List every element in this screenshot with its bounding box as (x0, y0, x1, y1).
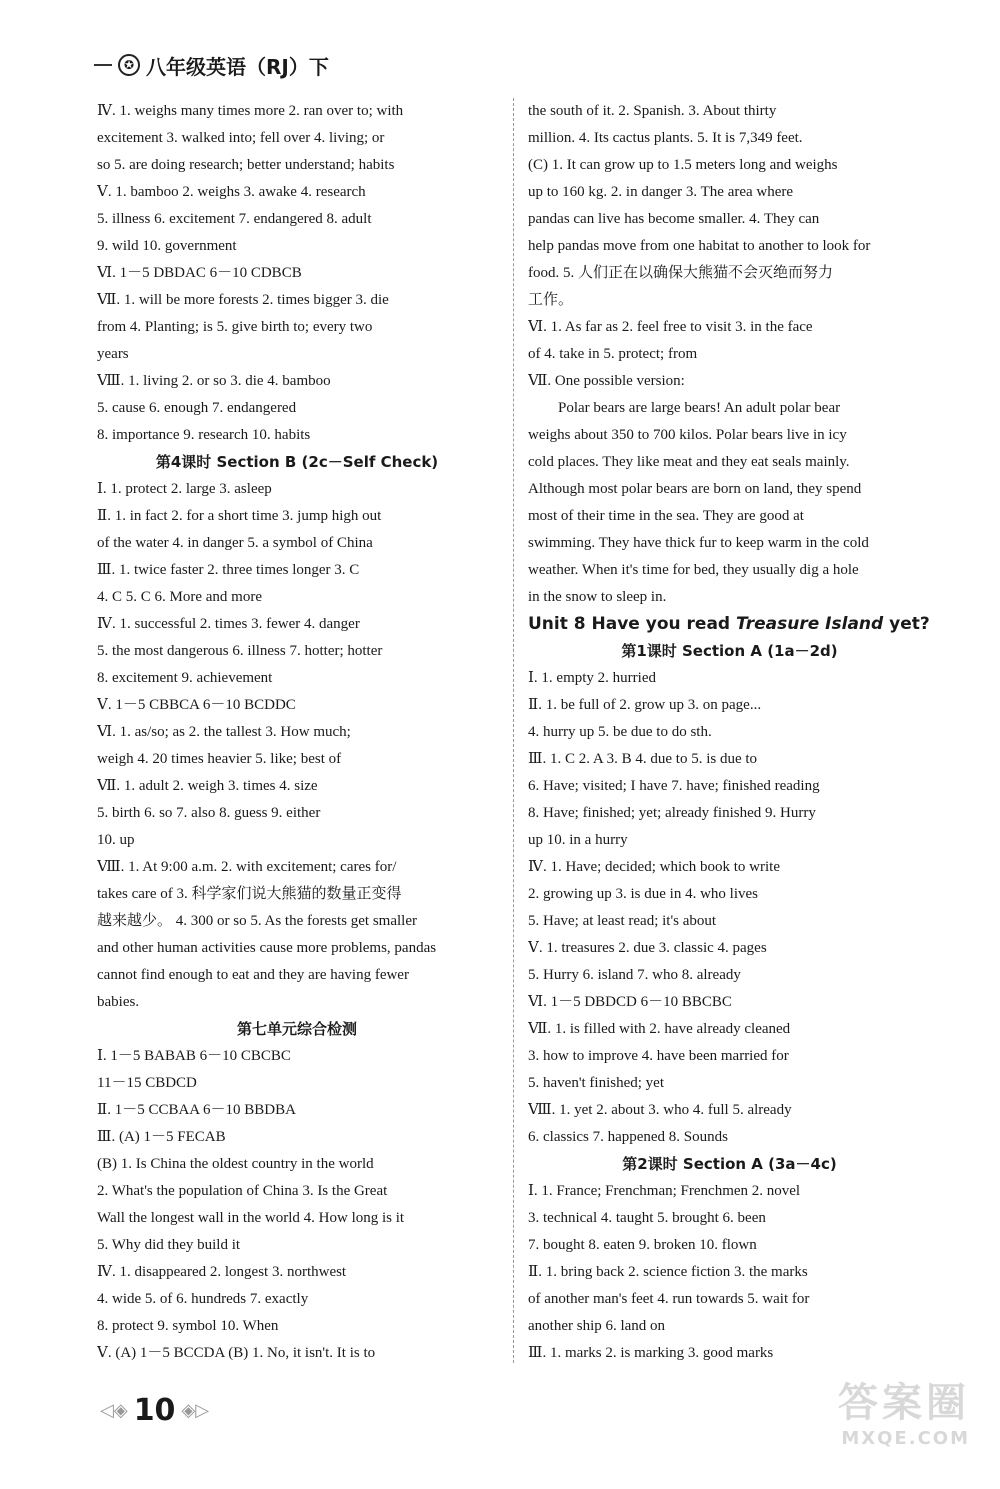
answer-line: 5. Why did they build it (97, 1237, 241, 1253)
answer-line: 8. importance 9. research 10. habits (97, 427, 311, 443)
answer-line: 6. classics 7. happened 8. Sounds (528, 1129, 728, 1145)
answer-line: 5. birth 6. so 7. also 8. guess 9. either (97, 805, 321, 821)
answer-line: Ⅶ. 1. will be more forests 2. times bigger 3. die (97, 292, 389, 308)
answer-line: Ⅴ. 1－5 CBBCA 6－10 BCDDC (97, 697, 296, 713)
answer-line: Ⅲ. 1. twice faster 2. three times longer 3. C (97, 562, 360, 578)
answer-line: Ⅲ. (A) 1－5 FECAB (97, 1129, 226, 1145)
answer-line: Ⅵ. 1. As far as 2. feel free to visit 3. in the face (528, 319, 813, 335)
answer-line: in the snow to sleep in. (528, 589, 667, 605)
answer-line: Ⅴ. (A) 1－5 BCCDA (B) 1. No, it isn't. It is to (97, 1345, 376, 1361)
answer-line: 5. Have; at least read; it's about (528, 913, 717, 929)
answer-line: 7. bought 8. eaten 9. broken 10. flown (528, 1237, 757, 1253)
answer-line: Ⅰ. 1－5 BABAB 6－10 CBCBC (97, 1048, 291, 1064)
answer-line: Ⅷ. 1. yet 2. about 3. who 4. full 5. already (528, 1102, 792, 1118)
right-ornament-icon: ◈▷ (181, 1400, 210, 1421)
answer-line: 4. hurry up 5. be due to do sth. (528, 724, 712, 740)
section-heading: 第2课时 Section A (3a－4c) (622, 1155, 837, 1173)
watermark-logo: 答案圈 (838, 1380, 970, 1426)
answer-line: Ⅳ. 1. successful 2. times 3. fewer 4. danger (97, 616, 360, 632)
header-title: 八年级英语（RJ）下 (146, 54, 329, 79)
answer-line: cold places. They like meat and they eat seals mainly. (528, 454, 850, 470)
answer-line: of another man's feet 4. run towards 5. wait for (528, 1291, 810, 1307)
answer-line: most of their time in the sea. They are good at (528, 508, 804, 524)
right-column (528, 98, 931, 1361)
answer-line: Ⅱ. 1. be full of 2. grow up 3. on page... (528, 697, 762, 713)
answer-line: from 4. Planting; is 5. give birth to; every two (97, 319, 373, 335)
answer-line: 越来越少。 4. 300 or so 5. As the forests get smaller (97, 913, 417, 929)
answer-line: Ⅲ. 1. C 2. A 3. B 4. due to 5. is due to (528, 751, 758, 767)
answer-line: 6. Have; visited; I have 7. have; finished reading (528, 778, 820, 794)
answer-line: excitement 3. walked into; fell over 4. living; or (97, 130, 385, 146)
section-heading: 第七单元综合检测 (236, 1020, 357, 1038)
answer-line: Ⅳ. 1. disappeared 2. longest 3. northwest (97, 1264, 347, 1280)
answer-line: so 5. are doing research; better understand; habits (97, 157, 395, 173)
section-heading: 第1课时 Section A (1a－2d) (621, 642, 838, 660)
column-divider (513, 98, 514, 1363)
header-dash (94, 64, 112, 66)
answer-line: 11－15 CBDCD (97, 1075, 197, 1091)
unit-heading-book-title: Treasure Island (736, 614, 884, 634)
page-number: 10 (133, 1393, 176, 1428)
book-logo-icon: ✪ (118, 54, 140, 76)
unit-heading-suffix: yet? (883, 614, 930, 634)
answer-line: 5. haven't finished; yet (528, 1075, 665, 1091)
answer-line: Ⅰ. 1. empty 2. hurried (528, 670, 656, 686)
answer-line: 9. wild 10. government (97, 238, 237, 254)
answer-line: Ⅰ. 1. protect 2. large 3. asleep (97, 481, 272, 497)
answer-line: Although most polar bears are born on land, they spend (528, 481, 862, 497)
answer-line: of the water 4. in danger 5. a symbol of China (97, 535, 373, 551)
answer-line: Ⅱ. 1. bring back 2. science fiction 3. the marks (528, 1264, 808, 1280)
answer-line: Ⅶ. One possible version: (528, 373, 685, 389)
answer-line: Ⅵ. 1－5 DBDAC 6－10 CDBCB (97, 265, 302, 281)
answer-line: 8. excitement 9. achievement (97, 670, 273, 686)
answer-line: another ship 6. land on (528, 1318, 666, 1334)
answer-line: Ⅴ. 1. bamboo 2. weighs 3. awake 4. research (97, 184, 366, 200)
answer-line: Ⅵ. 1－5 DBDCD 6－10 BBCBC (528, 994, 732, 1010)
answer-line: takes care of 3. 科学家们说大熊猫的数量正变得 (97, 886, 402, 902)
answer-line: 8. protect 9. symbol 10. When (97, 1318, 279, 1334)
answer-line: and other human activities cause more problems, pandas (97, 940, 437, 956)
unit-heading-text: Unit 8 Have you read (528, 614, 737, 634)
answer-line: Ⅰ. 1. France; Frenchman; Frenchmen 2. novel (528, 1183, 801, 1199)
answer-line: Polar bears are large bears! An adult polar bear (558, 400, 841, 416)
answer-line: weigh 4. 20 times heavier 5. like; best of (97, 751, 342, 767)
answer-line: Ⅷ. 1. At 9:00 a.m. 2. with excitement; cares for/ (97, 859, 397, 875)
answer-line: Ⅱ. 1－5 CCBAA 6－10 BBDBA (97, 1102, 296, 1118)
answer-line: cannot find enough to eat and they are having fewer (97, 967, 409, 983)
answer-line: 5. Hurry 6. island 7. who 8. already (528, 967, 741, 983)
answer-line: 5. cause 6. enough 7. endangered (97, 400, 297, 416)
answer-line: weather. When it's time for bed, they usually dig a hole (528, 562, 859, 578)
answer-line: swimming. They have thick fur to keep warm in the cold (528, 535, 869, 551)
answer-line: Wall the longest wall in the world 4. How long is it (97, 1210, 405, 1226)
page-header (94, 50, 329, 80)
answer-line: babies. (97, 994, 140, 1010)
answer-line: Ⅱ. 1. in fact 2. for a short time 3. jump high out (97, 508, 382, 524)
answer-line: up 10. in a hurry (528, 832, 628, 848)
unit-heading (528, 611, 931, 638)
answer-line: 10. up (97, 832, 135, 848)
answer-line: 2. What's the population of China 3. Is the Great (97, 1183, 388, 1199)
answer-line: Ⅲ. 1. marks 2. is marking 3. good marks (528, 1345, 774, 1361)
watermark-url: MXQE.COM (841, 1428, 970, 1449)
answer-line: Ⅴ. 1. treasures 2. due 3. classic 4. pages (528, 940, 767, 956)
answer-line: the south of it. 2. Spanish. 3. About thirty (528, 103, 777, 119)
answer-line: 4. wide 5. of 6. hundreds 7. exactly (97, 1291, 309, 1307)
answer-line: food. 5. 人们正在以确保大熊猫不会灭绝而努力 (528, 265, 833, 281)
answer-line: (B) 1. Is China the oldest country in the world (97, 1156, 374, 1172)
answer-line: 5. illness 6. excitement 7. endangered 8. adult (97, 211, 372, 227)
answer-line: pandas can live has become smaller. 4. They can (528, 211, 820, 227)
answer-line: weighs about 350 to 700 kilos. Polar bears live in icy (528, 427, 847, 443)
answer-line: up to 160 kg. 2. in danger 3. The area where (528, 184, 794, 200)
watermark (740, 1369, 970, 1449)
answer-line: 工作。 (528, 292, 574, 308)
answer-line: Ⅷ. 1. living 2. or so 3. die 4. bamboo (97, 373, 331, 389)
page-footer (100, 1393, 209, 1428)
answer-line: help pandas move from one habitat to another to look for (528, 238, 871, 254)
answer-line: years (97, 346, 129, 362)
answer-line: million. 4. Its cactus plants. 5. It is 7,349 feet. (528, 130, 803, 146)
answer-line: 5. the most dangerous 6. illness 7. hotter; hotter (97, 643, 383, 659)
answer-line: of 4. take in 5. protect; from (528, 346, 698, 362)
section-heading: 第4课时 Section B (2c－Self Check) (155, 453, 439, 471)
answer-line: 3. technical 4. taught 5. brought 6. been (528, 1210, 766, 1226)
answer-line: Ⅶ. 1. is filled with 2. have already cleaned (528, 1021, 791, 1037)
answer-line: 8. Have; finished; yet; already finished 9. Hurry (528, 805, 816, 821)
answer-line: Ⅳ. 1. weighs many times more 2. ran over to; with (97, 103, 404, 119)
answer-line: 4. C 5. C 6. More and more (97, 589, 262, 605)
answer-line: (C) 1. It can grow up to 1.5 meters long and weighs (528, 157, 838, 173)
left-ornament-icon: ◁◈ (100, 1400, 128, 1421)
answer-line: 2. growing up 3. is due in 4. who lives (528, 886, 758, 902)
left-column (97, 98, 497, 1361)
answer-line: 3. how to improve 4. have been married for (528, 1048, 789, 1064)
answer-line: Ⅳ. 1. Have; decided; which book to write (528, 859, 781, 875)
answer-line: Ⅶ. 1. adult 2. weigh 3. times 4. size (97, 778, 318, 794)
answer-line: Ⅵ. 1. as/so; as 2. the tallest 3. How much; (97, 724, 351, 740)
